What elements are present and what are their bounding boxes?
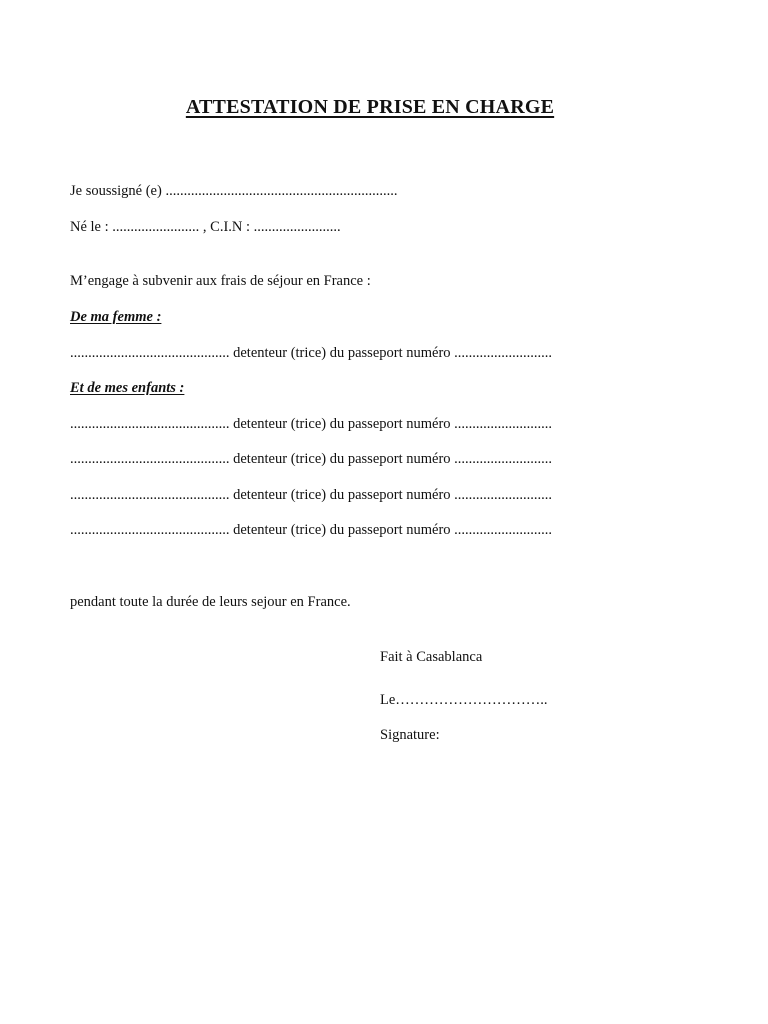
engagement-line: M’engage à subvenir aux frais de séjour en France : [70,273,371,289]
wife-passport-line: ............................................ detenteur (trice) du passeport numéro ........................... [70,345,553,361]
duration-line: pendant toute la durée de leurs sejour en France. [70,594,351,610]
children-heading: Et de mes enfants : [70,380,185,396]
child-passport-line-4: ............................................ detenteur (trice) du passeport numéro ........................... [70,522,553,538]
child-passport-line-3: ............................................ detenteur (trice) du passeport numéro ........................... [70,487,553,503]
date-line: Le………………………….. [380,692,548,708]
wife-heading: De ma femme : [70,309,162,325]
child-passport-line-1: ............................................ detenteur (trice) du passeport numéro ........................... [70,416,553,432]
place-line: Fait à Casablanca [380,649,483,665]
document-title: ATTESTATION DE PRISE EN CHARGE [185,96,555,118]
signature-label: Signature: [380,727,440,743]
soussigne-line: Je soussigné (e) ................................................................ [70,183,398,199]
birth-id-line: Né le : ........................ , C.I.N : ........................ [70,219,341,235]
child-passport-line-2: ............................................ detenteur (trice) du passeport numéro ........................... [70,451,553,467]
